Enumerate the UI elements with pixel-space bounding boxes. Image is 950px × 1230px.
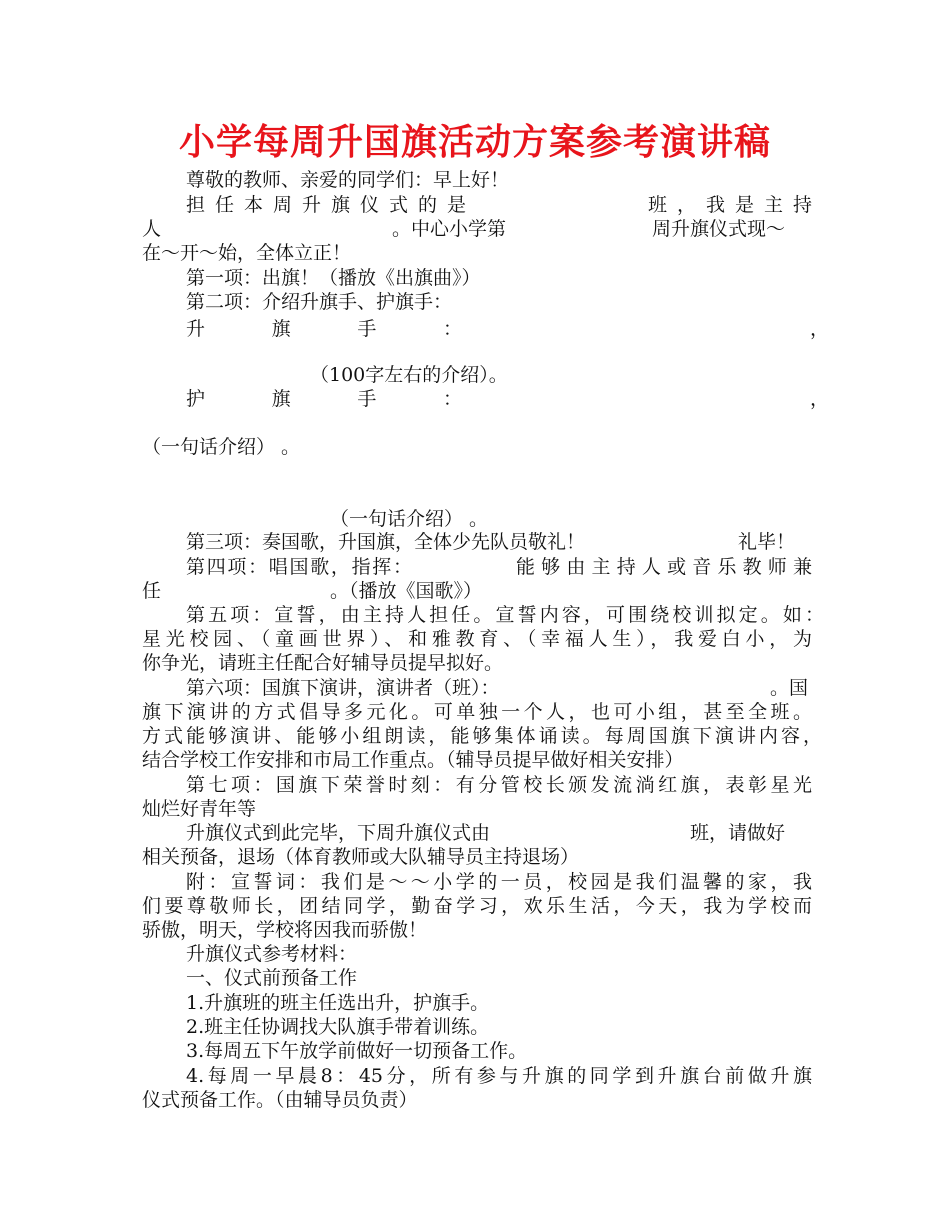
- body-line: ，: [810, 388, 830, 410]
- program-item: 第一项：出旗！（播放《出旗曲》）: [186, 267, 481, 289]
- body-line: 护旗手：: [186, 388, 462, 410]
- body-line: 周升旗仪式现～: [652, 218, 786, 240]
- greeting-line: 尊敬的教师、亲爱的同学们：早上好！: [186, 169, 510, 191]
- body-line: 旗下演讲的方式倡导多元化。可单独一个人，也可小组，甚至全班。: [142, 701, 812, 723]
- program-item: 第七项：国旗下荣誉时刻：有分管校长颁发流淌红旗，表彰星光: [186, 774, 812, 796]
- body-line: 升旗仪式到此完毕，下周升旗仪式由: [186, 822, 491, 844]
- body-line: 附：宣誓词：我们是～～小学的一员，校园是我们温馨的家，我: [186, 871, 812, 893]
- body-line: ，: [810, 318, 830, 340]
- body-line: 任: [142, 580, 162, 602]
- body-line: 星光校园、（童画世界）、和雅教育、（幸福人生），我爱白小，为: [142, 628, 812, 650]
- body-line: 担任本周升旗仪式的是: [186, 194, 466, 216]
- body-line: 礼毕！: [738, 531, 796, 553]
- body-line: 方式能够演讲、能够小组朗读，能够集体诵读。每周国旗下演讲内容，: [142, 725, 822, 747]
- body-line: 。国: [770, 677, 809, 699]
- body-line: 骄傲，明天，学校将因我而骄傲！: [142, 919, 428, 941]
- body-line: 能够由主持人或音乐教师兼: [516, 556, 812, 578]
- program-item: 第三项：奏国歌，升国旗，全体少先队员敬礼！: [186, 531, 586, 553]
- body-line: （一句话介绍） 。: [142, 436, 301, 458]
- program-item: 第二项：介绍升旗手、护旗手：: [186, 291, 453, 313]
- body-line: 们要尊敬师长，团结同学，勤奋学习，欢乐生活，今天，我为学校而: [142, 895, 812, 917]
- body-line: （一句话介绍） 。: [330, 508, 489, 530]
- body-line: 相关预备，退场（体育教师或大队辅导员主持退场）: [142, 846, 580, 868]
- program-item: 第五项：宣誓，由主持人担任。宣誓内容，可围绕校训拟定。如：: [186, 604, 824, 626]
- body-line: 在～开～始，全体立正！: [142, 242, 352, 264]
- list-item: 4.每周一早晨8：45分，所有参与升旗的同学到升旗台前做升旗: [186, 1065, 812, 1087]
- section-heading: 一、仪式前预备工作: [186, 967, 358, 989]
- body-line: 。（播放《国歌》）: [330, 580, 483, 602]
- program-item: 第四项：唱国歌，指挥：: [186, 556, 412, 578]
- list-item: 仪式预备工作。（由辅导员负责）: [142, 1089, 418, 1111]
- document-title: 小学每周升国旗活动方案参考演讲稿: [178, 122, 771, 163]
- body-line: 结合学校工作安排和市局工作重点。（辅导员提早做好相关安排）: [142, 749, 684, 771]
- body-line: 升旗手：: [186, 318, 462, 340]
- body-line: 班，请做好: [690, 822, 786, 844]
- body-line: 灿烂好青年等: [142, 798, 257, 820]
- program-item: 第六项：国旗下演讲，演讲者（班）：: [186, 677, 500, 699]
- body-line: 你争光，请班主任配合好辅导员提早拟好。: [142, 652, 504, 674]
- body-line: 班，我是主持: [648, 194, 812, 216]
- body-line: 人: [142, 218, 162, 240]
- list-item: 1.升旗班的班主任选出升，护旗手。: [186, 992, 490, 1014]
- body-line: （100字左右的介绍）。: [310, 364, 508, 386]
- list-item: 3.每周五下午放学前做好一切预备工作。: [186, 1040, 528, 1062]
- list-item: 2.班主任协调找大队旗手带着训练。: [186, 1016, 490, 1038]
- section-heading: 升旗仪式参考材料：: [186, 943, 358, 965]
- body-line: 。中心小学第: [392, 218, 507, 240]
